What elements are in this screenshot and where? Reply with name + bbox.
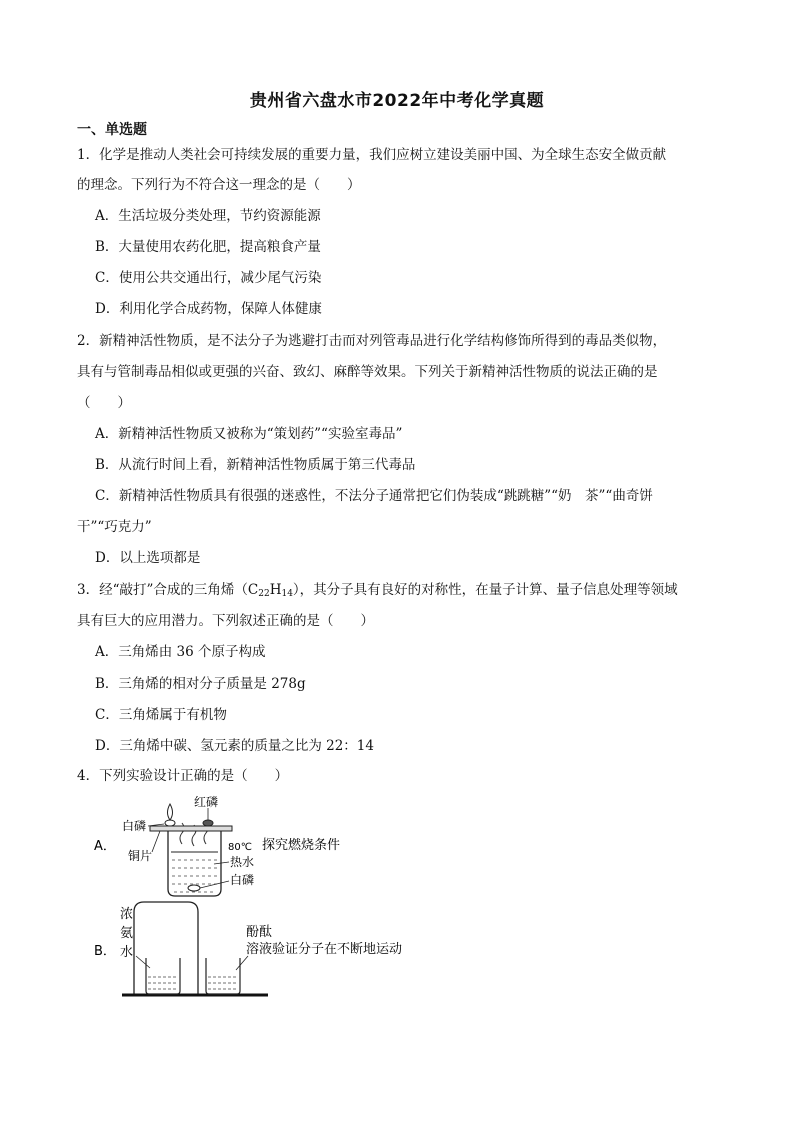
- label-ammonia-1: 浓: [120, 907, 134, 922]
- question-1-line-2: 的理念。下列行为不符合这一理念的是（ ）: [77, 177, 361, 193]
- ammonia-beaker: [146, 958, 180, 994]
- question-1-option-c: C．使用公共交通出行，减少尾气污染: [95, 270, 322, 286]
- figure-a-combustion-apparatus: [90, 792, 390, 900]
- section-heading: 一、单选题: [77, 122, 147, 138]
- question-4-line-1: 4．下列实验设计正确的是（ ）: [77, 768, 289, 784]
- question-3-option-a: A．三角烯由 36 个原子构成: [95, 644, 266, 660]
- ammonia-pointer: [136, 956, 150, 968]
- figure-b-letter: B．: [94, 944, 116, 959]
- copper-plate: [150, 826, 232, 831]
- question-1-option-b: B．大量使用农药化肥，提高粮食产量: [95, 239, 321, 255]
- question-2-option-c-cont: 干”“巧克力”: [77, 519, 152, 535]
- white-phosphorus-on-plate: [165, 820, 175, 826]
- question-3-option-c: C．三角烯属于有机物: [95, 707, 227, 723]
- phenolphthalein-liquid: [208, 977, 238, 989]
- page-title: 贵州省六盘水市2022年中考化学真题: [249, 91, 545, 111]
- question-2-line-2: 具有与管制毒品相似或更强的兴奋、致幻、麻醉等效果。下列关于新精神活性物质的说法正确的是: [77, 364, 658, 380]
- formula-subscript-h: 14: [281, 589, 293, 599]
- question-2-option-d: D．以上选项都是: [95, 550, 201, 566]
- figure-a-letter: A．: [94, 839, 116, 854]
- phenolphthalein-pointer: [236, 956, 248, 970]
- label-white-phosphorus-top: 白磷: [122, 819, 147, 833]
- label-white-phosphorus-bottom: 白磷: [230, 873, 255, 887]
- question-3-option-b: B．三角烯的相对分子质量是 278g: [95, 676, 306, 692]
- ammonia-liquid: [148, 977, 178, 989]
- question-3-text-b: ），其分子具有良好的对称性，在量子计算、量子信息处理等领域: [292, 582, 678, 598]
- question-3-line-1: [77, 581, 678, 603]
- label-temperature: 80℃: [228, 842, 252, 853]
- question-2-option-b: B．从流行时间上看，新精神活性物质属于第三代毒品: [95, 457, 416, 473]
- question-2-line-3: （ ）: [77, 395, 131, 411]
- question-3-line-2: 具有巨大的应用潜力。下列叙述正确的是（ ）: [77, 613, 374, 629]
- formula-subscript-c: 22: [258, 589, 270, 599]
- copper-pointer: [152, 831, 160, 852]
- label-red-phosphorus: 红磷: [194, 795, 219, 809]
- label-ammonia-2: 氨: [120, 926, 134, 941]
- formula-h: H: [269, 582, 282, 598]
- label-copper-plate: 铜片: [128, 849, 153, 863]
- label-hot-water: 热水: [230, 855, 255, 869]
- question-1-line-1: 1．化学是推动人类社会可持续发展的重要力量，我们应树立建设美丽中国、为全球生态安全做贡献: [77, 147, 667, 163]
- white-phosphorus-underwater: [188, 885, 200, 891]
- phenolphthalein-beaker: [206, 958, 240, 994]
- question-2-option-c: C．新精神活性物质具有很强的迷惑性，不法分子通常把它们伪装成“跳跳糖”“奶 茶”“曲奇饼: [95, 488, 653, 504]
- white-phosphorus-bottom-pointer: [200, 881, 229, 888]
- question-2-option-a: A．新精神活性物质又被称为“策划药”“实验室毒品”: [95, 426, 403, 442]
- question-1-option-a: A．生活垃圾分类处理，节约资源能源: [95, 208, 321, 224]
- question-1-option-d: D．利用化学合成药物，保障人体健康: [95, 301, 322, 317]
- question-3-text-a: 3．经“敲打”合成的三角烯（C: [77, 582, 259, 598]
- figure-b-caption: 验证分子在不断地运动: [272, 942, 403, 957]
- label-ammonia-3: 水: [120, 945, 134, 960]
- label-phenolphthalein-2: 溶液: [246, 942, 273, 957]
- label-phenolphthalein-1: 酚酞: [246, 925, 273, 940]
- figure-a-caption: 探究燃烧条件: [262, 838, 341, 853]
- flame-icon: [168, 804, 173, 820]
- red-phosphorus: [203, 820, 213, 826]
- question-2-line-1: 2．新精神活性物质，是不法分子为逃避打击而对列管毒品进行化学结构修饰所得到的毒品类似物，: [77, 333, 667, 349]
- figure-b-diffusion-apparatus: [90, 898, 440, 1000]
- question-3-option-d: D．三角烯中碳、氢元素的质量之比为 22：14: [95, 738, 374, 754]
- bell-jar-outline: [134, 902, 198, 995]
